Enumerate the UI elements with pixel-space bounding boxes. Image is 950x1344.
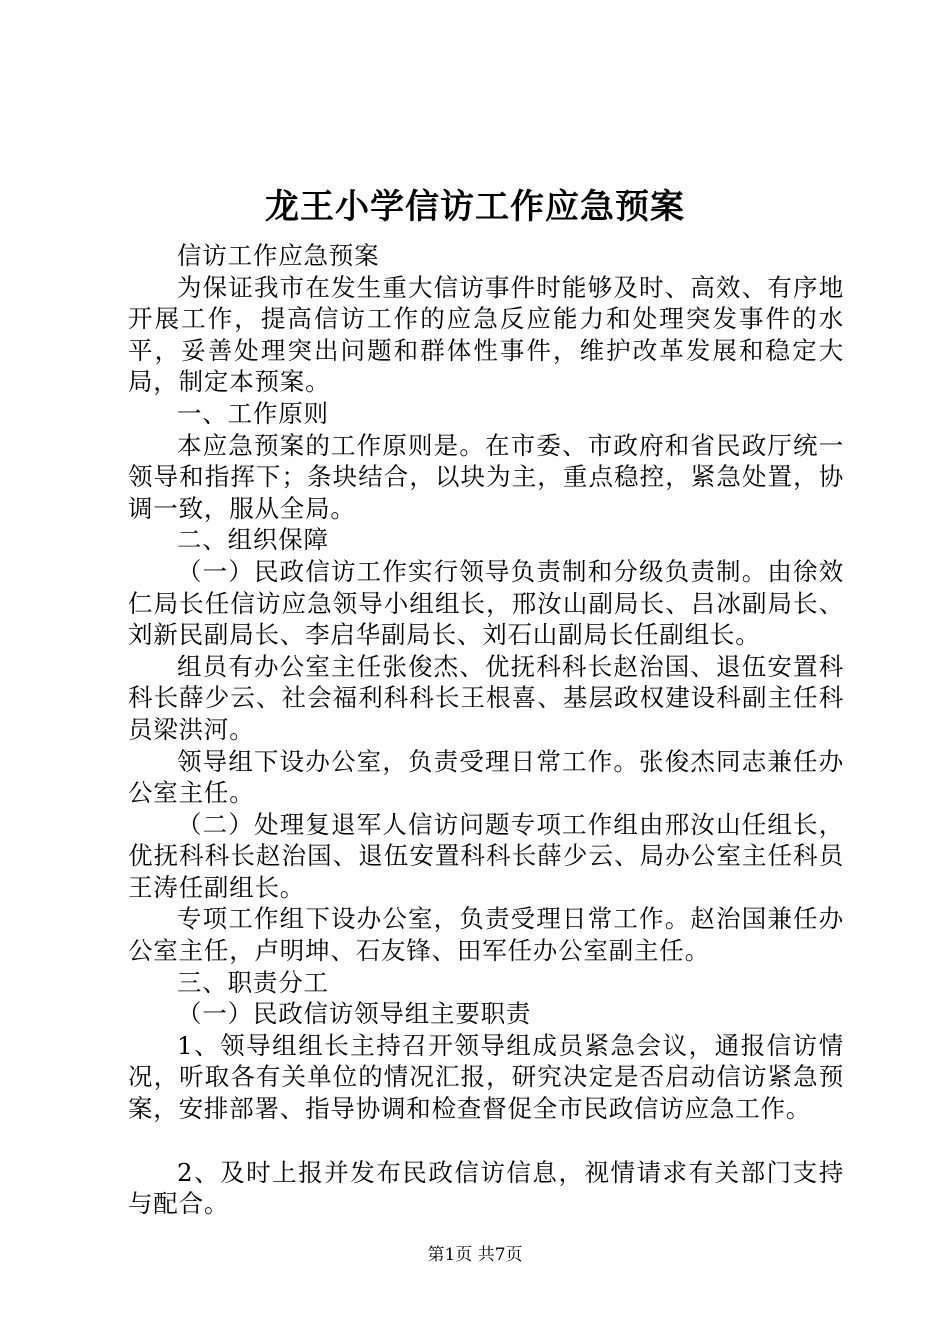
paragraph-members: 组员有办公室主任张俊杰、优抚科科长赵治国、退伍安置科科长薛少云、社会福利科科长王根喜、基层政权建设科副主任科员梁洪河。	[128, 651, 844, 744]
paragraph-office: 领导组下设办公室，负责受理日常工作。张俊杰同志兼任办公室主任。	[128, 746, 844, 808]
subsection-heading-duties: （一）民政信访领导组主要职责	[177, 999, 532, 1029]
section-heading-duties: 三、职责分工	[177, 967, 329, 997]
section-heading-organization: 二、组织保障	[177, 525, 329, 555]
section-heading-principles: 一、工作原则	[177, 398, 329, 428]
paragraph-organization-1: （一）民政信访工作实行领导负责制和分级负责制。由徐效仁局长任信访应急领导小组组长，邢汝山副局长、吕冰副局长、刘新民副局长、李启华副局长、刘石山副局长任副组长。	[128, 556, 844, 650]
paragraph-heading-plan: 信访工作应急预案	[177, 241, 380, 270]
document-body	[128, 240, 844, 1220]
paragraph-duty-1: 1、领导组组长主持召开领导组成员紧急会议，通报信访情况，听取各有关单位的情况汇报，研究决定是否启动信访紧急预案，安排部署、指导协调和检查督促全市民政信访应急工作。	[128, 1030, 844, 1124]
document-title: 龙王小学信访工作应急预案	[265, 187, 685, 227]
page-number: 第1页 共7页	[427, 1245, 523, 1265]
paragraph-organization-2: （二）处理复退军人信访问题专项工作组由邢汝山任组长，优抚科科长赵治国、退伍安置科科长薛少云、局办公室主任科员王涛任副组长。	[128, 809, 844, 902]
paragraph-principles: 本应急预案的工作原则是。在市委、市政府和省民政厅统一领导和指挥下；条块结合，以块为主，重点稳控，紧急处置，协调一致，服从全局。	[128, 430, 844, 523]
paragraph-special-office: 专项工作组下设办公室，负责受理日常工作。赵治国兼任办公室主任，卢明坤、石友锋、田军任办公室副主任。	[128, 904, 844, 966]
paragraph-duty-2: 2、及时上报并发布民政信访信息，视情请求有关部门支持与配合。	[128, 1157, 844, 1219]
paragraph-purpose: 为保证我市在发生重大信访事件时能够及时、高效、有序地开展工作，提高信访工作的应急反应能力和处理突发事件的水平，妥善处理突出问题和群体性事件，维护改革发展和稳定大局，制定本预案。	[128, 272, 844, 397]
